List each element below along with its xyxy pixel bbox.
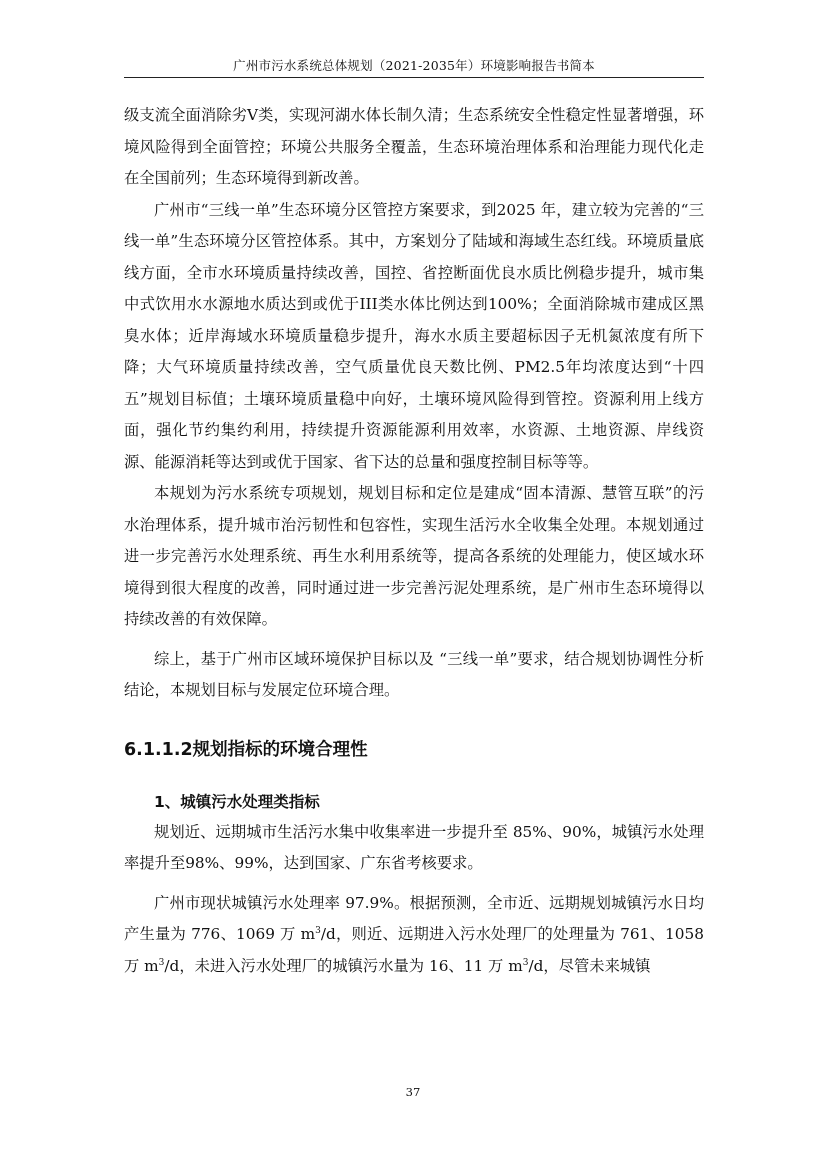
- header-rule: [124, 77, 704, 78]
- superscript: 3: [315, 925, 321, 936]
- running-header: 广州市污水系统总体规划（2021-2035年）环境影响报告书简本: [233, 58, 595, 73]
- page-number: 37: [405, 1085, 421, 1099]
- text-run: /d，未进入污水处理厂的城镇污水量为 16、11 万 m: [164, 956, 523, 975]
- text-run: 广州市现状城镇污水处理率 97.9%。根据预测，全市近、远期规划城镇污水日均产生量为 776、1069 万 m: [124, 893, 704, 943]
- paragraph-three-lines-one-list: 广州市“三线一单”生态环境分区管控方案要求，到2025 年，建立较为完善的“三线一单”生态环境分区管控体系。其中，方案划分了陆域和海域生态红线。环境质量底线方面，全市水环境质量持续改善，国控、省控断面优良水质比例稳步提升，城市集中式饮用水水源地水质达到或优于III类水体比例达到100%；全面消除城市建成区黑臭水体；近岸海域水环境质量稳步提升，海水水质主要超标因子无机氮浓度有所下降；大气环境质量持续改善，空气质量优良天数比例、PM2.5年均浓度达到“十四五”规划目标值；土壤环境质量稳中向好，土壤环境风险得到管控。资源利用上线方面，强化节约集约利用，持续提升资源能源利用效率，水资源、土地资源、岸线资源、能源消耗等达到或优于国家、省下达的总量和强度控制目标等等。: [124, 200, 704, 471]
- section-heading: 6.1.1.2规划指标的环境合理性: [124, 739, 368, 760]
- superscript: 3: [158, 957, 165, 968]
- text-run: /d，尽管未来城镇: [528, 956, 651, 975]
- paragraph-conclusion: 综上，基于广州市区域环境保护目标以及 “三线一单”要求，结合规划协调性分析结论，本规划目标与发展定位环境合理。: [124, 649, 704, 699]
- paragraph-plan-positioning: 本规划为污水系统专项规划，规划目标和定位是建成“固本清源、慧管互联”的污水治理体系，提升城市治污韧性和包容性，实现生活污水全收集全处理。本规划通过进一步完善污水处理系统、再生水利用系统等，提高各系统的处理能力，使区域水环境得到很大程度的改善，同时通过进一步完善污泥处理系统，是广州市生态环境得以持续改善的有效保障。: [124, 484, 704, 628]
- subsection-heading: 1、城镇污水处理类指标: [154, 792, 320, 811]
- paragraph-continued: 级支流全面消除劣V类，实现河湖水体长制久清；生态系统安全性稳定性显著增强，环境风险得到全面管控；环境公共服务全覆盖，生态环境治理体系和治理能力现代化走在全国前列；生态环境得到新改善。: [124, 106, 704, 187]
- paragraph-treatment-forecast: [124, 888, 704, 983]
- paragraph-collection-rate: 规划近、远期城市生活污水集中收集率进一步提升至 85%、90%，城镇污水处理率提升至98%、99%，达到国家、广东省考核要求。: [124, 822, 704, 872]
- document-body: [124, 100, 704, 982]
- text-run: /d，则近、远期进入污水处理厂的处理量为 761、1058 万 m: [124, 925, 704, 975]
- superscript: 3: [522, 957, 529, 968]
